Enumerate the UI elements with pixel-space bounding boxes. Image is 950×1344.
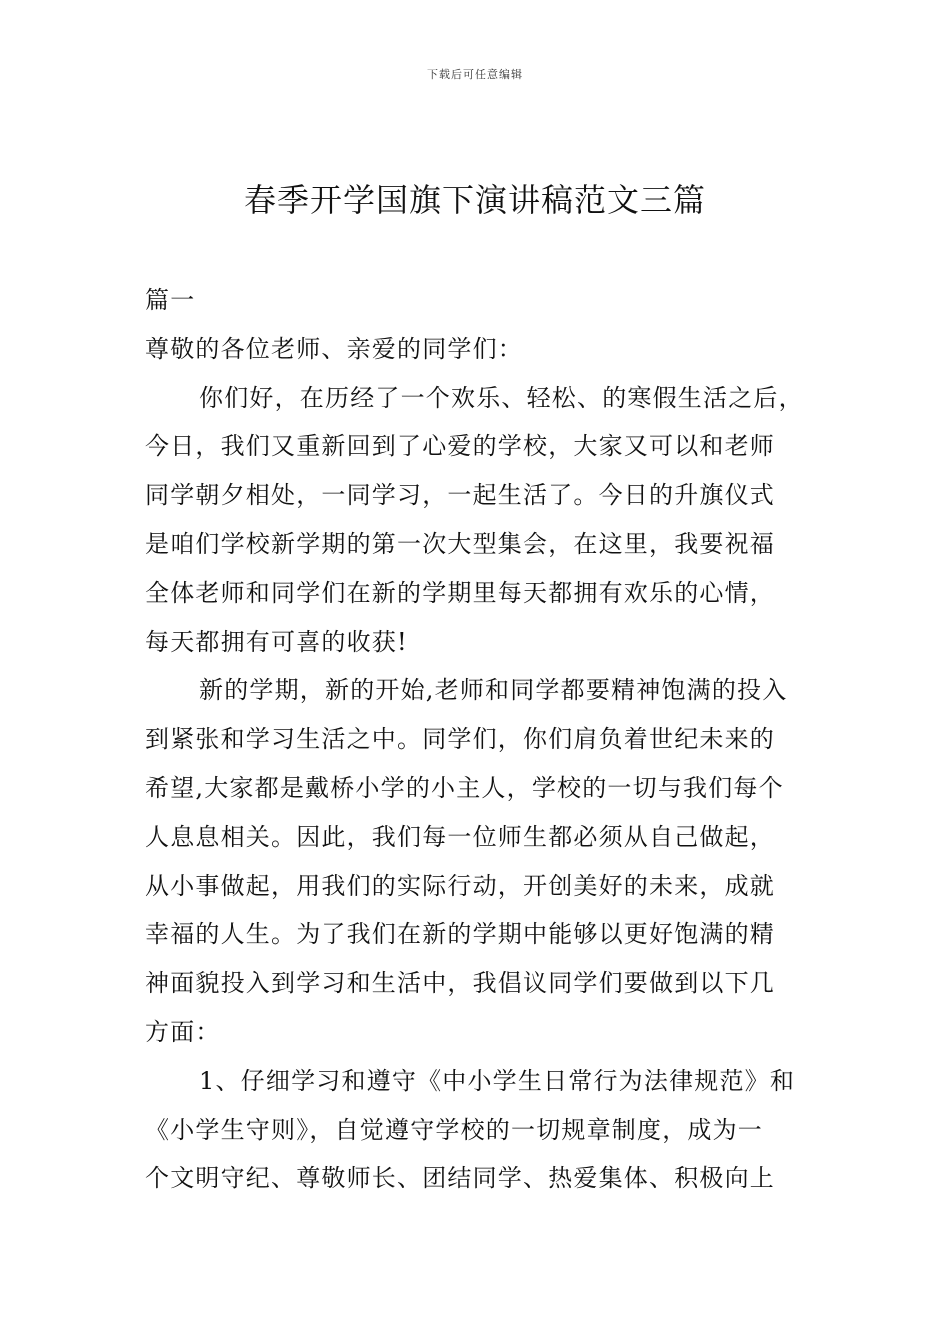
text-line: 同学朝夕相处，一同学习，一起生活了。今日的升旗仪式 — [145, 481, 775, 510]
text-line: 到紧张和学习生活之中。同学们，你们肩负着世纪未来的 — [145, 725, 775, 754]
text-line: 1、仔细学习和遵守《中小学生日常行为法律规范》和 — [199, 1066, 796, 1095]
text-line: 幸福的人生。为了我们在新的学期中能够以更好饱满的精 — [145, 920, 775, 949]
document-body — [145, 276, 825, 1203]
text-line: 是咱们学校新学期的第一次大型集会，在这里，我要祝福 — [145, 529, 775, 558]
text-line: 从小事做起，用我们的实际行动，开创美好的未来，成就 — [145, 871, 775, 900]
text-line: 《小学生守则》，自觉遵守学校的一切规章制度，成为一 — [145, 1115, 763, 1144]
text-line: 篇一 — [145, 286, 196, 314]
text-line: 新的学期，新的开始,老师和同学都要精神饱满的投入 — [199, 676, 788, 705]
text-line: 人息息相关。因此，我们每一位师生都必须从自己做起， — [145, 822, 775, 851]
text-line: 方面： — [145, 1017, 221, 1046]
header-note: 下载后可任意编辑 — [427, 68, 523, 81]
text-line: 希望,大家都是戴桥小学的小主人，学校的一切与我们每个 — [145, 773, 784, 802]
text-line: 尊敬的各位老师、亲爱的同学们： — [145, 334, 523, 363]
text-line: 今日，我们又重新回到了心爱的学校，大家又可以和老师 — [145, 432, 775, 461]
text-line: 个文明守纪、尊敬师长、团结同学、热爱集体、积极向上 — [145, 1164, 775, 1193]
text-line: 全体老师和同学们在新的学期里每天都拥有欢乐的心情， — [145, 578, 775, 607]
text-line: 每天都拥有可喜的收获! — [145, 627, 408, 656]
text-line: 你们好，在历经了一个欢乐、轻松、的寒假生活之后， — [199, 383, 804, 412]
document-title: 春季开学国旗下演讲稿范文三篇 — [243, 181, 706, 219]
text-line: 神面貌投入到学习和生活中，我倡议同学们要做到以下几 — [145, 969, 775, 998]
